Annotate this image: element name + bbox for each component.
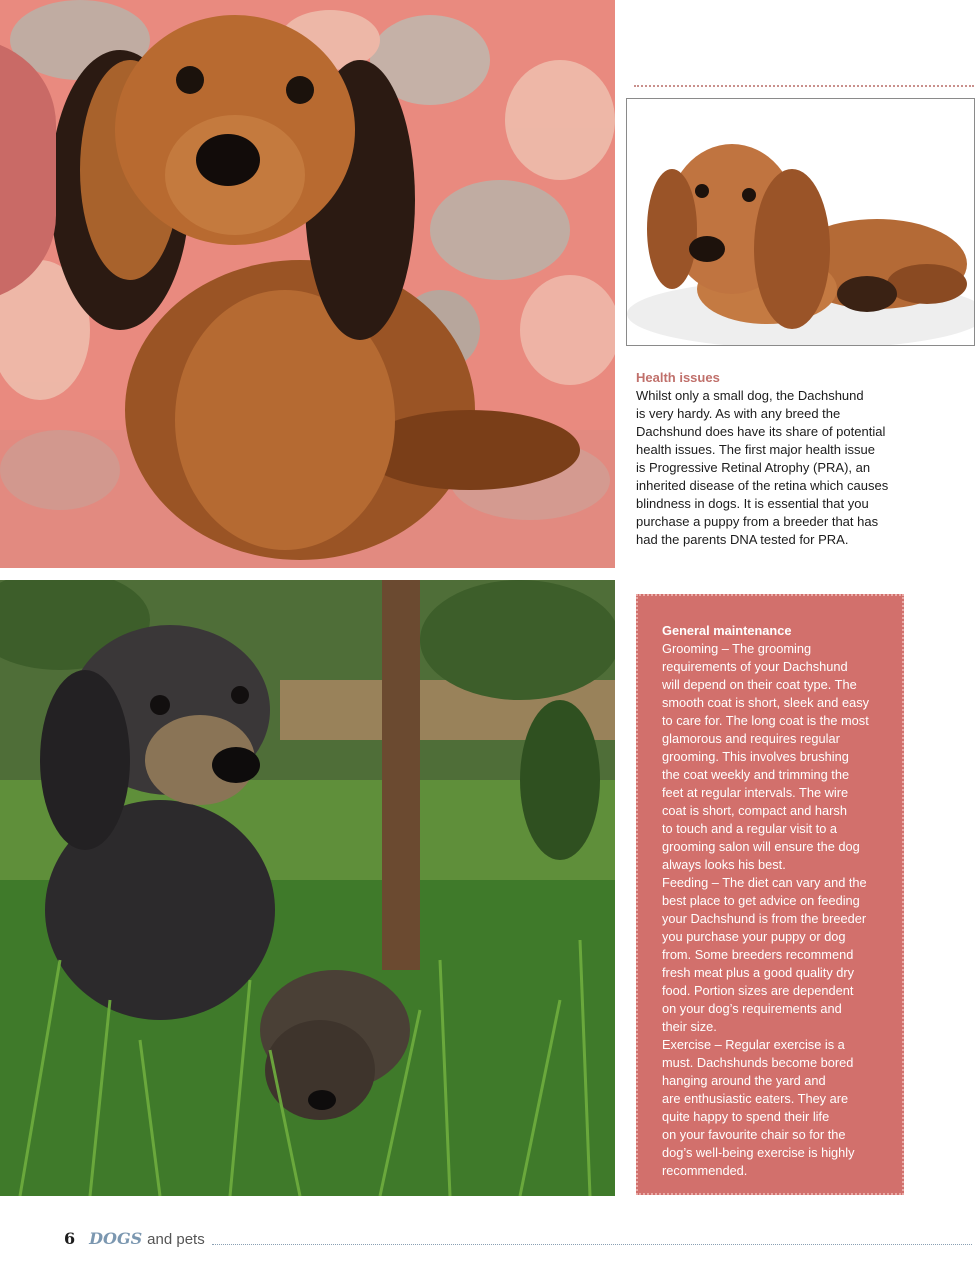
general-maintenance-heading: General maintenance xyxy=(662,623,792,638)
divider-dotted xyxy=(634,85,974,87)
page-footer xyxy=(64,1229,205,1253)
photo-long-haired-dachshund xyxy=(0,0,615,568)
section-label xyxy=(0,108,1,309)
magazine-suffix: and pets xyxy=(147,1231,205,1248)
health-issues-body: Whilst only a small dog, the Dachshund is very hardy. As with any breed the Dachshund does have its share of potential health issues. The first major health issue is Progressive Retinal Atrophy (PRA), an inherited disease of the retina which causes blindness in dogs. It is essential that you purchase a puppy from a breeder that has had the parents DNA tested for PRA. xyxy=(636,388,889,547)
grooming-paragraph: Grooming – The grooming requirements of your Dachshund will depend on their coat type. The smooth coat is short, sleek and easy to care for. The long coat is the most glamorous and requires regular grooming. This involves brushing the coat weekly and trimming the feet at regular intervals. The wire coat is short, compact and harsh to touch and a regular visit to a grooming salon will ensure the dog always looks his best. xyxy=(662,641,869,872)
footer-dotted-rule xyxy=(212,1244,972,1245)
photo-smooth-dachshund-puppy xyxy=(626,98,975,346)
page-number: 6 xyxy=(64,1229,76,1248)
health-issues-heading: Health issues xyxy=(636,370,720,385)
magazine-name: DOGS xyxy=(89,1229,143,1248)
feeding-paragraph: Feeding – The diet can vary and the best place to get advice on feeding your Dachshund is from the breeder you purchase your puppy or dog from. Some breeders recommend fresh meat plus a good quality dry food. Portion sizes are dependent on your dog’s requirements and their size. xyxy=(662,875,867,1034)
general-maintenance-box xyxy=(636,594,904,1195)
exercise-paragraph: Exercise – Regular exercise is a must. Dachshunds become bored hanging around the yard and are enthusiastic eaters. They are quite happy to spend their life on your favourite chair so for the dog’s well-being exercise is highly recommended. xyxy=(662,1037,855,1178)
health-issues-section xyxy=(636,369,936,549)
photo-wire-haired-dachshunds xyxy=(0,580,615,1196)
